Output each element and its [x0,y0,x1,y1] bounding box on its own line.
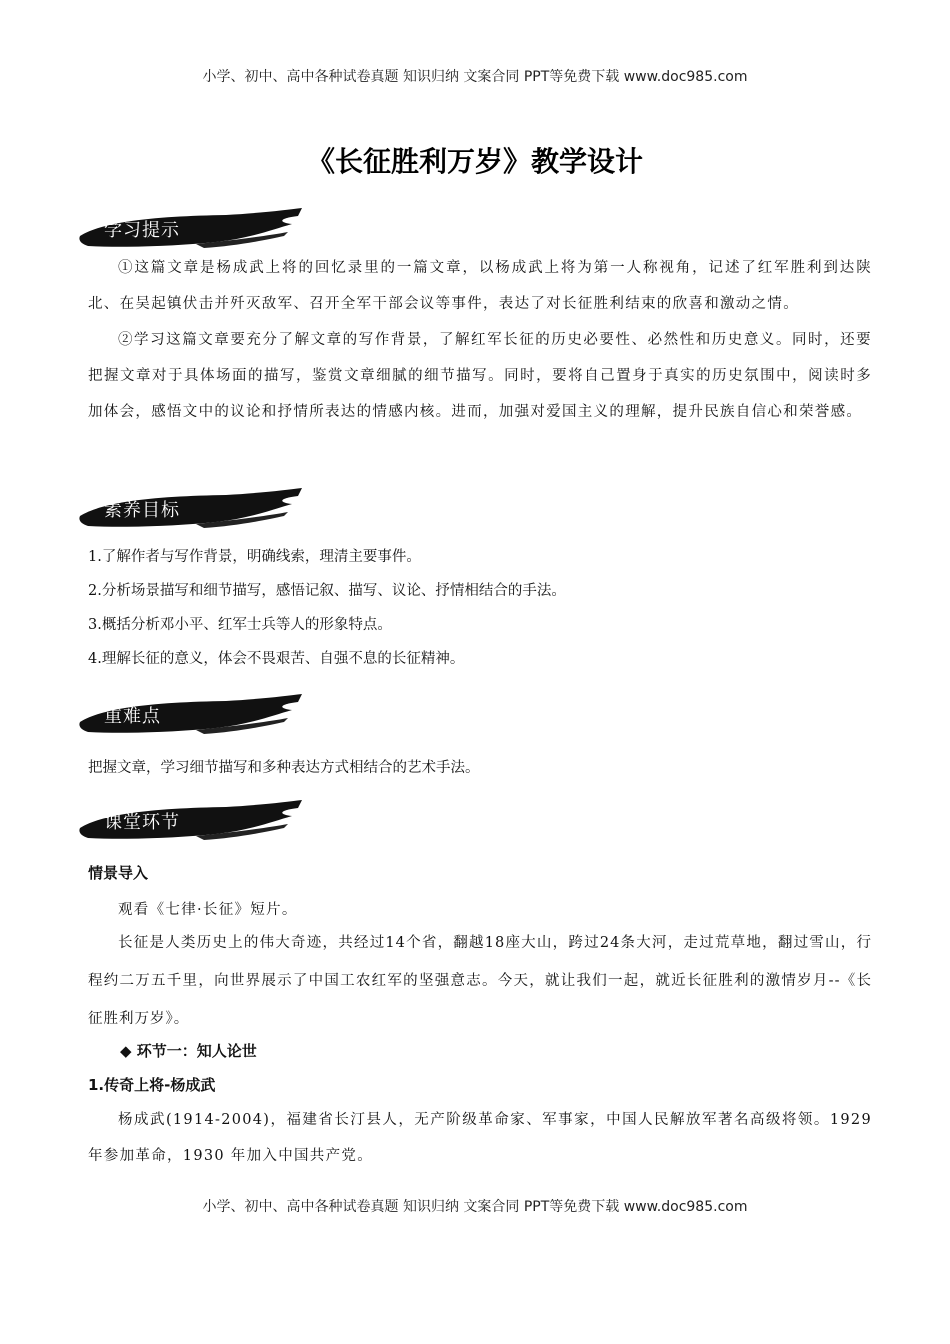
section-banner-tips [76,206,306,252]
intro-paragraph-1: 观看《七律·长征》短片。 [118,902,298,918]
list-item: 2.分析场景描写和细节描写，感悟记叙、描写、议论、抒情相结合的手法。 [88,583,566,599]
list-item: 1.了解作者与写作背景，明确线索，理清主要事件。 [88,549,421,565]
document-title: 《长征胜利万岁》教学设计 [306,145,643,178]
step-one-heading: ◆ 环节一：知人论世 [120,1042,257,1060]
subheading-yang-chengwu: 1.传奇上将-杨成武 [88,1076,216,1094]
section-banner-class [76,798,306,844]
section-heading: 课堂环节 [104,812,180,833]
key-points-text: 把握文章，学习细节描写和多种表达方式相结合的艺术手法。 [88,760,480,776]
section-heading: 学习提示 [104,220,180,241]
paragraph-tips-1: ①这篇文章是杨成武上将的回忆录里的一篇文章，以杨成武上将为第一人称视角，记述了红军胜利到达陕北、在吴起镇伏击并歼灭敌军、召开全军干部会议等事件，表达了对长征胜利结束的欣喜和激动之情。 [88,260,872,312]
goals-list [88,540,872,676]
page-header: 小学、初中、高中各种试卷真题 知识归纳 文案合同 PPT等免费下载 www.doc985.com [202,69,748,85]
page-footer: 小学、初中、高中各种试卷真题 知识归纳 文案合同 PPT等免费下载 www.doc985.com [202,1199,748,1215]
section-banner-key [76,692,306,738]
intro-paragraph-2: 长征是人类历史上的伟大奇迹，共经过14个省，翻越18座大山，跨过24条大河，走过荒草地，翻过雪山，行程约二万五千里，向世界展示了中国工农红军的坚强意志。今天，就让我们一起，就近长征胜利的激情岁月--《长征胜利万岁》。 [88,935,872,1027]
bio-paragraph: 杨成武(1914-2004)，福建省长汀县人，无产阶级革命家、军事家，中国人民解放军著名高级将领。1929 年参加革命，1930 年加入中国共产党。 [88,1112,872,1164]
list-item: 3.概括分析邓小平、红军士兵等人的形象特点。 [88,617,392,633]
section-banner-goals [76,486,306,532]
section-heading: 素养目标 [104,500,180,521]
intro-title: 情景导入 [88,864,149,882]
section-heading: 重难点 [104,706,161,727]
paragraph-tips-2: ②学习这篇文章要充分了解文章的写作背景，了解红军长征的历史必要性、必然性和历史意义。同时，还要把握文章对于具体场面的描写，鉴赏文章细腻的细节描写。同时，要将自己置身于真实的历史氛围中，阅读时多加体会，感悟文中的议论和抒情所表达的情感内核。进而，加强对爱国主义的理解，提升民族自信心和荣誉感。 [88,332,872,420]
list-item: 4.理解长征的意义，体会不畏艰苦、自强不息的长征精神。 [88,651,465,667]
